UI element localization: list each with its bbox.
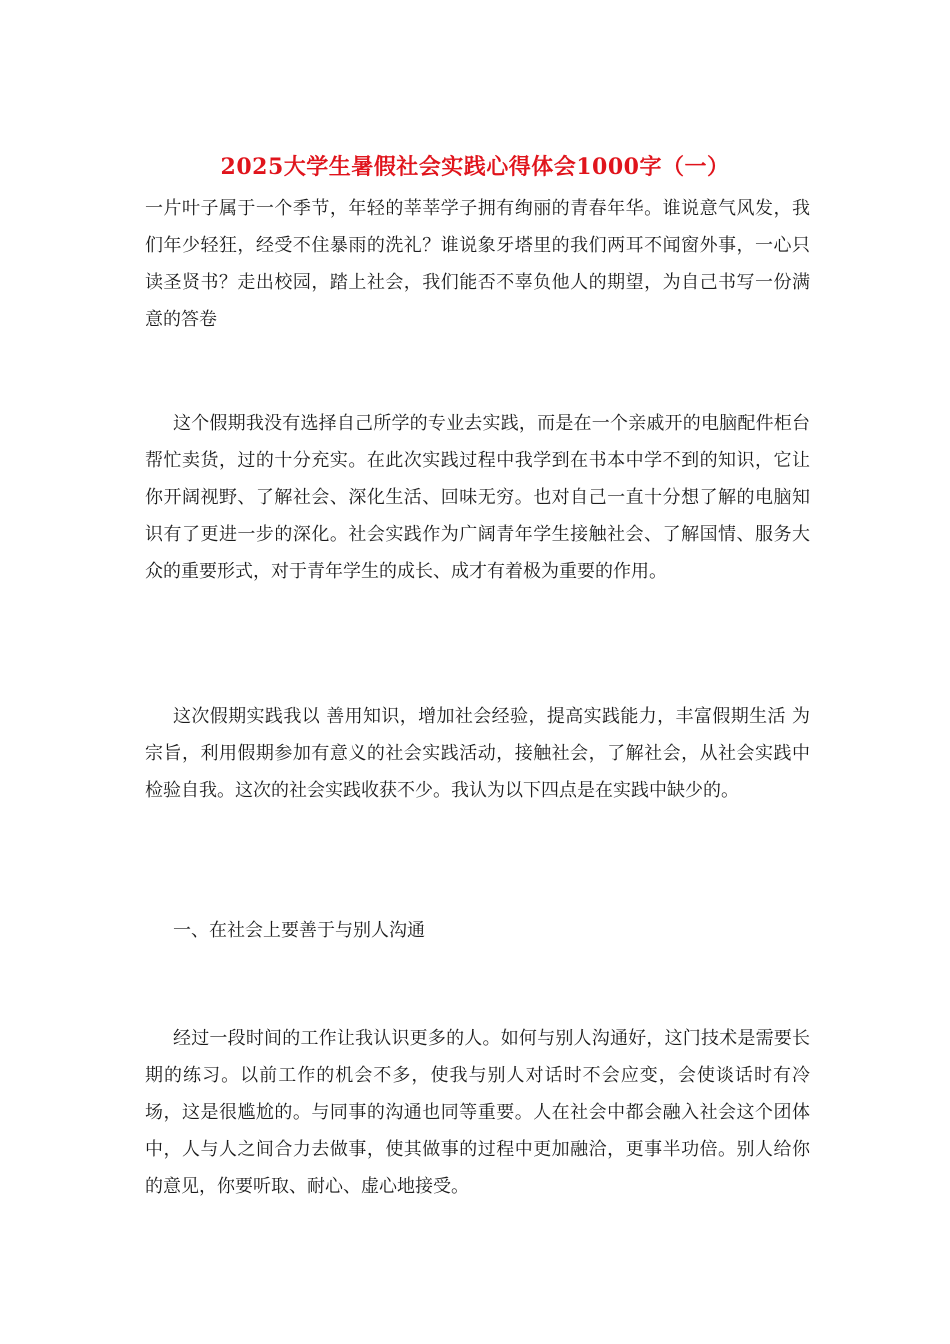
intro-paragraph: 一片叶子属于一个季节，年轻的莘莘学子拥有绚丽的青春年华。谁说意气风发，我们年少轻狂，经受不住暴雨的洗礼？谁说象牙塔里的我们两耳不闻窗外事，一心只读圣贤书？走出校园，踏上社会，我们能否不辜负他人的期望，为自己书写一份满意的答卷 [145, 198, 810, 330]
section-heading-1: 一、在社会上要善于与别人沟通 [173, 920, 425, 941]
document-title: 2025大学生暑假社会实践心得体会1000字（一） [220, 154, 730, 180]
body-paragraph-3: 经过一段时间的工作让我认识更多的人。如何与别人沟通好，这门技术是需要长期的练习。以前工作的机会不多，使我与别人对话时不会应变，会使谈话时有冷场，这是很尴尬的。与同事的沟通也同等重要。人在社会中都会融入社会这个团体中，人与人之间合力去做事，使其做事的过程中更加融洽，更事半功倍。别人给你的意见，你要听取、耐心、虚心地接受。 [145, 1028, 810, 1197]
body-paragraph-2: 这次假期实践我以 善用知识，增加社会经验，提高实践能力，丰富假期生活 为宗旨，利用假期参加有意义的社会实践活动，接触社会，了解社会，从社会实践中检验自我。这次的社会实践收获不少。我认为以下四点是在实践中缺少的。 [145, 706, 810, 801]
body-paragraph-1: 这个假期我没有选择自己所学的专业去实践，而是在一个亲戚开的电脑配件柜台帮忙卖货，过的十分充实。在此次实践过程中我学到在书本中学不到的知识，它让你开阔视野、了解社会、深化生活、回味无穷。也对自己一直十分想了解的电脑知识有了更进一步的深化。社会实践作为广阔青年学生接触社会、了解国情、服务大众的重要形式，对于青年学生的成长、成才有着极为重要的作用。 [145, 413, 810, 582]
